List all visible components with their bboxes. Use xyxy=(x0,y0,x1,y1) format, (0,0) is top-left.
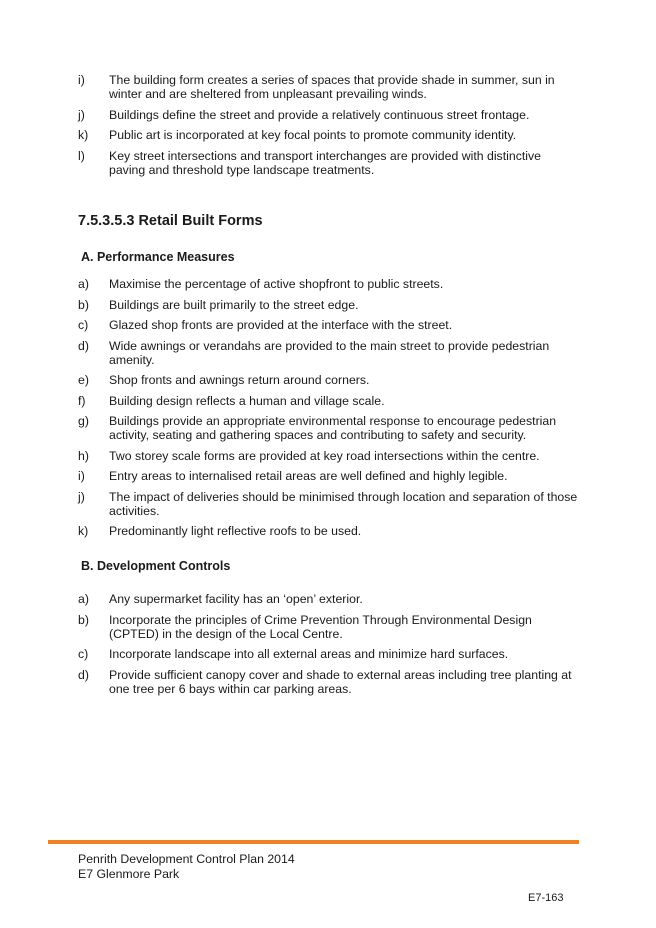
list-item: i) Entry areas to internalised retail areas are well defined and highly legible. xyxy=(78,469,508,483)
controls-list xyxy=(78,592,578,702)
list-item: i) The building form creates a series of spaces that provide shade in summer, sun in winter and are sheltered from unpleasant prevailing winds. xyxy=(78,73,555,101)
performance-heading: A. Performance Measures xyxy=(81,250,235,264)
list-item: h) Two storey scale forms are provided at key road intersections within the centre. xyxy=(78,448,540,463)
list-top xyxy=(78,73,578,183)
list-item: c) Glazed shop fronts are provided at the interface with the street. xyxy=(78,318,453,332)
list-item: f) Building design reflects a human and village scale. xyxy=(78,393,385,408)
footer-rule xyxy=(48,840,579,844)
list-item: k) Public art is incorporated at key focal points to promote community identity. xyxy=(78,128,517,142)
footer-title: Penrith Development Control Plan 2014 xyxy=(78,852,295,866)
performance-list xyxy=(78,277,578,545)
list-item: k) Predominantly light reflective roofs to be used. xyxy=(78,524,362,538)
list-item: b) Incorporate the principles of Crime Prevention Through Environmental Design (CPTED) in the design of the Local Centre. xyxy=(78,612,532,641)
list-item: l) Key street intersections and transport interchanges are provided with distinctive paving and threshold type landscape treatments. xyxy=(78,148,541,177)
list-item: a) Any supermarket facility has an ‘open’ exterior. xyxy=(78,592,363,606)
page-number: E7-163 xyxy=(528,892,564,904)
list-item: a) Maximise the percentage of active shopfront to public streets. xyxy=(78,277,444,291)
list-item: b) Buildings are built primarily to the street edge. xyxy=(78,297,359,312)
list-item: e) Shop fronts and awnings return around corners. xyxy=(78,373,370,387)
controls-heading: B. Development Controls xyxy=(81,559,231,573)
list-item: c) Incorporate landscape into all external areas and minimize hard surfaces. xyxy=(78,647,509,661)
list-item: j) The impact of deliveries should be minimised through location and separation of those activities. xyxy=(78,489,578,518)
list-item: j) Buildings define the street and provide a relatively continuous street frontage. xyxy=(78,107,530,122)
list-item: d) Provide sufficient canopy cover and shade to external areas including tree planting at one tree per 6 bays within car parking areas. xyxy=(78,667,572,696)
list-item: g) Buildings provide an appropriate environmental response to encourage pedestrian activity, seating and gathering spaces and contributing to safety and security. xyxy=(78,414,557,442)
list-item: d) Wide awnings or verandahs are provided to the main street to provide pedestrian amenity. xyxy=(78,338,550,367)
footer-subtitle: E7 Glenmore Park xyxy=(78,867,180,881)
section-title: 7.5.3.5.3 Retail Built Forms xyxy=(78,213,263,229)
